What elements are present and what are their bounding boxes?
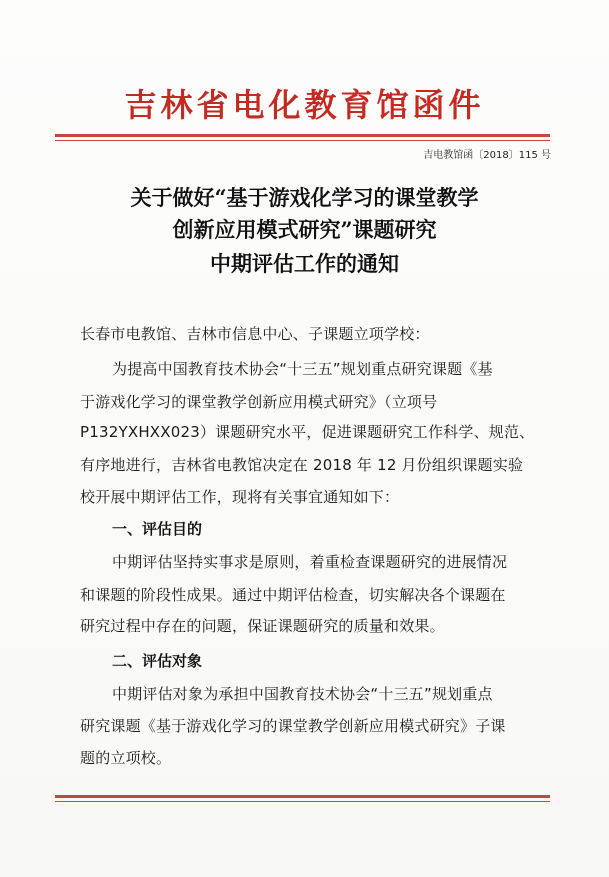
section-1-line-2: 和课题的阶段性成果。通过中期评估检查，切实解决各个课题在	[80, 586, 506, 604]
section-2-heading: 二、评估对象	[112, 652, 203, 670]
section-1-line-1: 中期评估坚持实事求是原则，着重检查课题研究的进展情况	[112, 553, 508, 571]
section-2-line-3: 题的立项校。	[80, 749, 172, 767]
addressee: 长春市电教馆、吉林市信息中心、子课题立项学校：	[80, 325, 430, 343]
title-line-2: 创新应用模式研究”课题研究	[172, 217, 437, 242]
letterhead-title: 吉林省电化教育馆函件	[124, 86, 485, 124]
document-number: 吉电教馆函〔2018〕115 号	[423, 150, 551, 161]
header-rule-bottom	[55, 140, 550, 141]
intro-line-4: 有序地进行，吉林省电教馆决定在 2018 年 12 月份组织课题实验	[80, 456, 524, 474]
intro-line-5: 校开展中期评估工作，现将有关事宜通知如下：	[80, 488, 400, 506]
title-line-1: 关于做好“基于游戏化学习的课堂教学	[130, 185, 479, 210]
section-2-line-2: 研究课题《基于游戏化学习的课堂教学创新应用模式研究》子课	[80, 717, 506, 735]
intro-line-1: 为提高中国教育技术协会“十三五”规划重点研究课题《基	[112, 360, 493, 378]
intro-line-3: P132YXHXX023）课题研究水平，促进课题研究工作科学、规范、	[80, 423, 535, 441]
footer-rule-top	[55, 795, 550, 798]
footer-rule-bottom	[55, 801, 550, 802]
section-1-line-3: 研究过程中存在的问题，保证课题研究的质量和效果。	[80, 617, 445, 635]
intro-line-2: 于游戏化学习的课堂教学创新应用模式研究》（立项号	[80, 393, 438, 411]
header-rule-top	[55, 134, 550, 137]
section-1-heading: 一、评估目的	[112, 520, 203, 538]
title-line-3: 中期评估工作的通知	[210, 251, 399, 276]
section-2-line-1: 中期评估对象为承担中国教育技术协会“十三五”规划重点	[112, 685, 493, 703]
